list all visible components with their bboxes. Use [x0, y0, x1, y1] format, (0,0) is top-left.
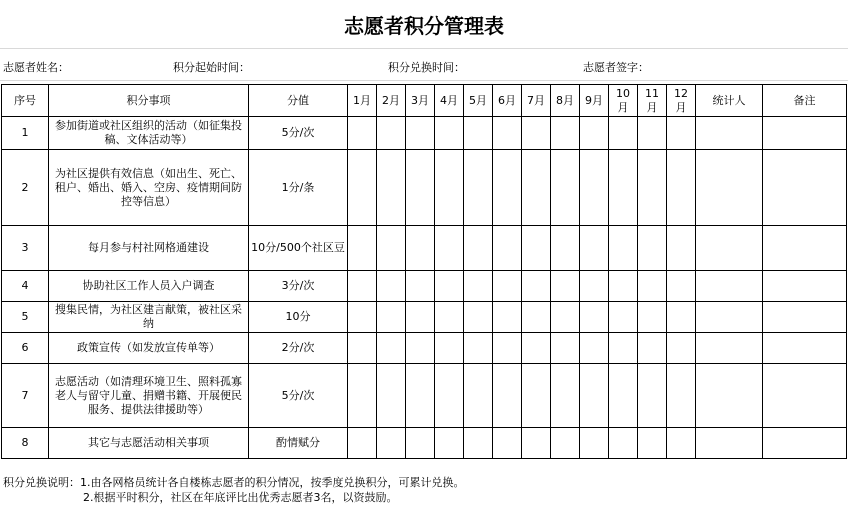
- header-month: 1月: [348, 85, 377, 117]
- counter-cell[interactable]: [696, 302, 763, 333]
- month-cell[interactable]: [377, 271, 406, 302]
- month-cell[interactable]: [522, 271, 551, 302]
- month-cell[interactable]: [435, 333, 464, 364]
- month-cell[interactable]: [377, 364, 406, 428]
- row-score: 1分/条: [249, 150, 348, 226]
- page-title: 志愿者积分管理表: [344, 14, 504, 38]
- month-cell[interactable]: [464, 226, 493, 271]
- month-cell[interactable]: [464, 428, 493, 459]
- month-cell[interactable]: [667, 302, 696, 333]
- month-cell[interactable]: [377, 302, 406, 333]
- month-cell[interactable]: [435, 428, 464, 459]
- month-cell[interactable]: [580, 117, 609, 150]
- month-cell[interactable]: [493, 226, 522, 271]
- table-row: [2, 302, 847, 333]
- table-row: [2, 226, 847, 271]
- month-cell[interactable]: [464, 117, 493, 150]
- row-seq: 6: [2, 333, 49, 364]
- month-cell[interactable]: [406, 302, 435, 333]
- month-cell[interactable]: [551, 302, 580, 333]
- month-cell[interactable]: [609, 150, 638, 226]
- counter-cell[interactable]: [696, 364, 763, 428]
- row-item-text: 其它与志愿活动相关事项: [88, 436, 209, 449]
- month-cell[interactable]: [377, 226, 406, 271]
- month-cell[interactable]: [667, 117, 696, 150]
- month-cell[interactable]: [377, 333, 406, 364]
- month-cell[interactable]: [493, 333, 522, 364]
- month-cell[interactable]: [348, 117, 377, 150]
- remark-cell[interactable]: [763, 364, 847, 428]
- month-cell[interactable]: [435, 302, 464, 333]
- header-month: 11月: [638, 85, 667, 117]
- row-item: [49, 271, 249, 302]
- month-cell[interactable]: [406, 226, 435, 271]
- volunteer-name-label: 志愿者姓名：: [3, 61, 69, 74]
- month-cell[interactable]: [580, 333, 609, 364]
- points-table: [1, 84, 847, 459]
- table-row: [2, 150, 847, 226]
- month-cell[interactable]: [348, 333, 377, 364]
- header-row: [2, 85, 847, 117]
- table-row: [2, 271, 847, 302]
- row-score: 5分/次: [249, 117, 348, 150]
- month-cell[interactable]: [522, 150, 551, 226]
- row-item-text: 为社区提供有效信息（如出生、死亡、租户、婚出、婚入、空房、疫情期间防控等信息）: [55, 166, 242, 208]
- row-item: [49, 428, 249, 459]
- row-item-text: 搜集民情，为社区建言献策，被社区采纳: [55, 303, 242, 330]
- month-cell[interactable]: [435, 271, 464, 302]
- month-cell[interactable]: [435, 226, 464, 271]
- month-cell[interactable]: [348, 302, 377, 333]
- month-cell[interactable]: [348, 226, 377, 271]
- month-cell[interactable]: [580, 226, 609, 271]
- month-cell[interactable]: [609, 428, 638, 459]
- month-cell[interactable]: [435, 150, 464, 226]
- header-month: 7月: [522, 85, 551, 117]
- header-month: 4月: [435, 85, 464, 117]
- counter-cell[interactable]: [696, 428, 763, 459]
- header-month: 12月: [667, 85, 696, 117]
- month-cell[interactable]: [667, 271, 696, 302]
- month-cell[interactable]: [522, 428, 551, 459]
- remark-cell[interactable]: [763, 117, 847, 150]
- month-cell[interactable]: [551, 117, 580, 150]
- month-cell[interactable]: [667, 150, 696, 226]
- remark-cell[interactable]: [763, 428, 847, 459]
- month-cell[interactable]: [638, 428, 667, 459]
- remark-cell[interactable]: [763, 333, 847, 364]
- month-cell[interactable]: [551, 150, 580, 226]
- month-cell[interactable]: [551, 428, 580, 459]
- row-seq: 7: [2, 364, 49, 428]
- row-score: 5分/次: [249, 364, 348, 428]
- counter-cell[interactable]: [696, 271, 763, 302]
- month-cell[interactable]: [580, 428, 609, 459]
- row-item-text: 参加街道或社区组织的活动（如征集投稿、文体活动等）: [55, 119, 242, 146]
- month-cell[interactable]: [406, 428, 435, 459]
- month-cell[interactable]: [580, 364, 609, 428]
- month-cell[interactable]: [464, 150, 493, 226]
- month-cell[interactable]: [580, 302, 609, 333]
- row-seq: 8: [2, 428, 49, 459]
- divider: [0, 80, 848, 81]
- row-score: 酌情赋分: [249, 428, 348, 459]
- month-cell[interactable]: [493, 117, 522, 150]
- header-remark: 备注: [763, 85, 847, 117]
- month-cell[interactable]: [464, 302, 493, 333]
- month-cell[interactable]: [638, 226, 667, 271]
- row-seq: 1: [2, 117, 49, 150]
- notes-line-2: 2.根据平时积分，社区在年底评比出优秀志愿者3名，以资鼓励。: [83, 491, 398, 504]
- row-seq: 2: [2, 150, 49, 226]
- row-item: [49, 150, 249, 226]
- table-row: [2, 333, 847, 364]
- header-counter: 统计人: [696, 85, 763, 117]
- month-cell[interactable]: [609, 364, 638, 428]
- month-cell[interactable]: [406, 117, 435, 150]
- header-month: 8月: [551, 85, 580, 117]
- month-cell[interactable]: [377, 428, 406, 459]
- month-cell[interactable]: [348, 364, 377, 428]
- month-cell[interactable]: [638, 333, 667, 364]
- header-month: 10月: [609, 85, 638, 117]
- month-cell[interactable]: [522, 302, 551, 333]
- volunteer-signature-label: 志愿者签字：: [583, 61, 649, 74]
- month-cell[interactable]: [638, 271, 667, 302]
- month-cell[interactable]: [522, 226, 551, 271]
- month-cell[interactable]: [435, 364, 464, 428]
- month-cell[interactable]: [522, 117, 551, 150]
- month-cell[interactable]: [638, 364, 667, 428]
- header-score: 分值: [249, 85, 348, 117]
- row-item: [49, 117, 249, 150]
- notes-line-1: 积分兑换说明：1.由各网格员统计各自楼栋志愿者的积分情况，按季度兑换积分，可累计兑换。: [3, 476, 465, 489]
- table-row: [2, 117, 847, 150]
- row-item: [49, 226, 249, 271]
- month-cell[interactable]: [551, 333, 580, 364]
- header-month: 9月: [580, 85, 609, 117]
- row-seq: 3: [2, 226, 49, 271]
- divider: [0, 48, 848, 49]
- month-cell[interactable]: [348, 428, 377, 459]
- header-item: 积分事项: [49, 85, 249, 117]
- month-cell[interactable]: [667, 428, 696, 459]
- row-seq: 5: [2, 302, 49, 333]
- month-cell[interactable]: [609, 271, 638, 302]
- row-item-text: 协助社区工作人员入户调查: [82, 279, 215, 292]
- row-item: [49, 364, 249, 428]
- month-cell[interactable]: [609, 117, 638, 150]
- header-month: 5月: [464, 85, 493, 117]
- month-cell[interactable]: [464, 333, 493, 364]
- remark-cell[interactable]: [763, 226, 847, 271]
- month-cell[interactable]: [609, 226, 638, 271]
- month-cell[interactable]: [580, 150, 609, 226]
- remark-cell[interactable]: [763, 150, 847, 226]
- row-score: 2分/次: [249, 333, 348, 364]
- month-cell[interactable]: [493, 428, 522, 459]
- month-cell[interactable]: [638, 302, 667, 333]
- remark-cell[interactable]: [763, 271, 847, 302]
- month-cell[interactable]: [377, 117, 406, 150]
- month-cell[interactable]: [377, 150, 406, 226]
- table-row: [2, 428, 847, 459]
- month-cell[interactable]: [348, 150, 377, 226]
- counter-cell[interactable]: [696, 150, 763, 226]
- month-cell[interactable]: [609, 333, 638, 364]
- month-cell[interactable]: [551, 364, 580, 428]
- month-cell[interactable]: [493, 150, 522, 226]
- month-cell[interactable]: [406, 271, 435, 302]
- row-score: 10分: [249, 302, 348, 333]
- month-cell[interactable]: [667, 364, 696, 428]
- redeem-notes: [3, 475, 465, 505]
- row-item: [49, 333, 249, 364]
- month-cell[interactable]: [464, 364, 493, 428]
- table-row: [2, 364, 847, 428]
- row-score: 3分/次: [249, 271, 348, 302]
- redeem-time-label: 积分兑换时间：: [388, 61, 465, 74]
- month-cell[interactable]: [580, 271, 609, 302]
- month-cell[interactable]: [667, 333, 696, 364]
- month-cell[interactable]: [522, 364, 551, 428]
- counter-cell[interactable]: [696, 226, 763, 271]
- row-score: 10分/500个社区豆: [249, 226, 348, 271]
- month-cell[interactable]: [406, 333, 435, 364]
- month-cell[interactable]: [493, 271, 522, 302]
- header-month: 2月: [377, 85, 406, 117]
- header-month: 6月: [493, 85, 522, 117]
- month-cell[interactable]: [638, 150, 667, 226]
- header-month: 3月: [406, 85, 435, 117]
- start-time-label: 积分起始时间：: [173, 61, 250, 74]
- month-cell[interactable]: [435, 117, 464, 150]
- month-cell[interactable]: [406, 364, 435, 428]
- month-cell[interactable]: [464, 271, 493, 302]
- row-item: [49, 302, 249, 333]
- row-seq: 4: [2, 271, 49, 302]
- month-cell[interactable]: [551, 226, 580, 271]
- month-cell[interactable]: [667, 226, 696, 271]
- row-item-text: 政策宣传（如发放宣传单等）: [77, 341, 220, 354]
- month-cell[interactable]: [406, 150, 435, 226]
- month-cell[interactable]: [638, 117, 667, 150]
- row-item-text: 志愿活动（如清理环境卫生、照料孤寡老人与留守儿童、捐赠书籍、开展便民服务、提供法律援助等）: [55, 374, 242, 416]
- row-item-text: 每月参与村社网格通建设: [88, 241, 209, 254]
- month-cell[interactable]: [522, 333, 551, 364]
- month-cell[interactable]: [551, 271, 580, 302]
- month-cell[interactable]: [609, 302, 638, 333]
- counter-cell[interactable]: [696, 333, 763, 364]
- header-seq: 序号: [2, 85, 49, 117]
- month-cell[interactable]: [493, 302, 522, 333]
- counter-cell[interactable]: [696, 117, 763, 150]
- month-cell[interactable]: [493, 364, 522, 428]
- month-cell[interactable]: [348, 271, 377, 302]
- remark-cell[interactable]: [763, 302, 847, 333]
